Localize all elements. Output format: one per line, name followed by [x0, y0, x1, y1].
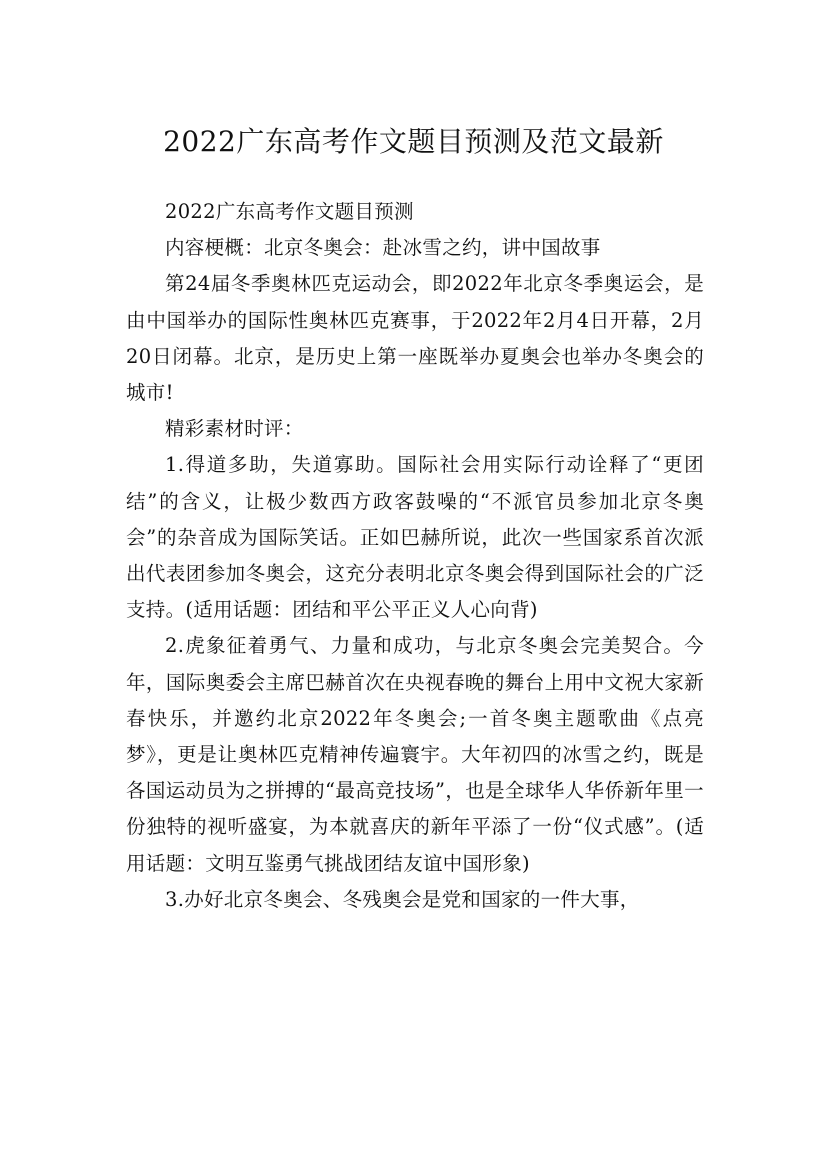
intro-paragraph: 第24届冬季奥林匹克运动会，即2022年北京冬季奥运会，是由中国举办的国际性奥林匹克赛事，于2022年2月4日开幕，2月20日闭幕。北京，是历史上第一座既举办夏奥会也举办冬奥会的城市! — [126, 272, 704, 405]
subtitle-paragraph: 2022广东高考作文题目预测 — [165, 200, 414, 223]
material-paragraph-3: 3.办好北京冬奥会、冬残奥会是党和国家的一件大事， — [165, 887, 640, 911]
section-heading-paragraph: 精彩素材时评： — [165, 417, 304, 441]
document-title: 2022广东高考作文题目预测及范文最新 — [163, 124, 664, 158]
summary-paragraph: 内容梗概：北京冬奥会：赴冰雪之约，讲中国故事 — [165, 236, 601, 260]
document-body — [126, 194, 704, 918]
material-paragraph-2: 2.虎象征着勇气、力量和成功，与北京冬奥会完美契合。今年，国际奥委会主席巴赫首次在央视春晚的舞台上用中文祝大家新春快乐，并邀约北京2022年冬奥会;一首冬奥主题歌曲《点亮梦》，更是让奥林匹克精神传遍寰宇。大年初四的冰雪之约，既是各国运动员为之拼搏的“最高竞技场”，也是全球华人华侨新年里一份独特的视听盛宴，为本就喜庆的新年平添了一份“仪式感”。(适用话题：文明互鉴勇气挑战团结友谊中国形象) — [126, 634, 704, 875]
material-paragraph-1: 1.得道多助，失道寡助。国际社会用实际行动诠释了“更团结”的含义，让极少数西方政客鼓噪的“不派官员参加北京冬奥会”的杂音成为国际笑话。正如巴赫所说，此次一些国家系首次派出代表团参加冬奥会，这充分表明北京冬奥会得到国际社会的广泛支持。(适用话题：团结和平公平正义人心向背) — [126, 453, 704, 622]
